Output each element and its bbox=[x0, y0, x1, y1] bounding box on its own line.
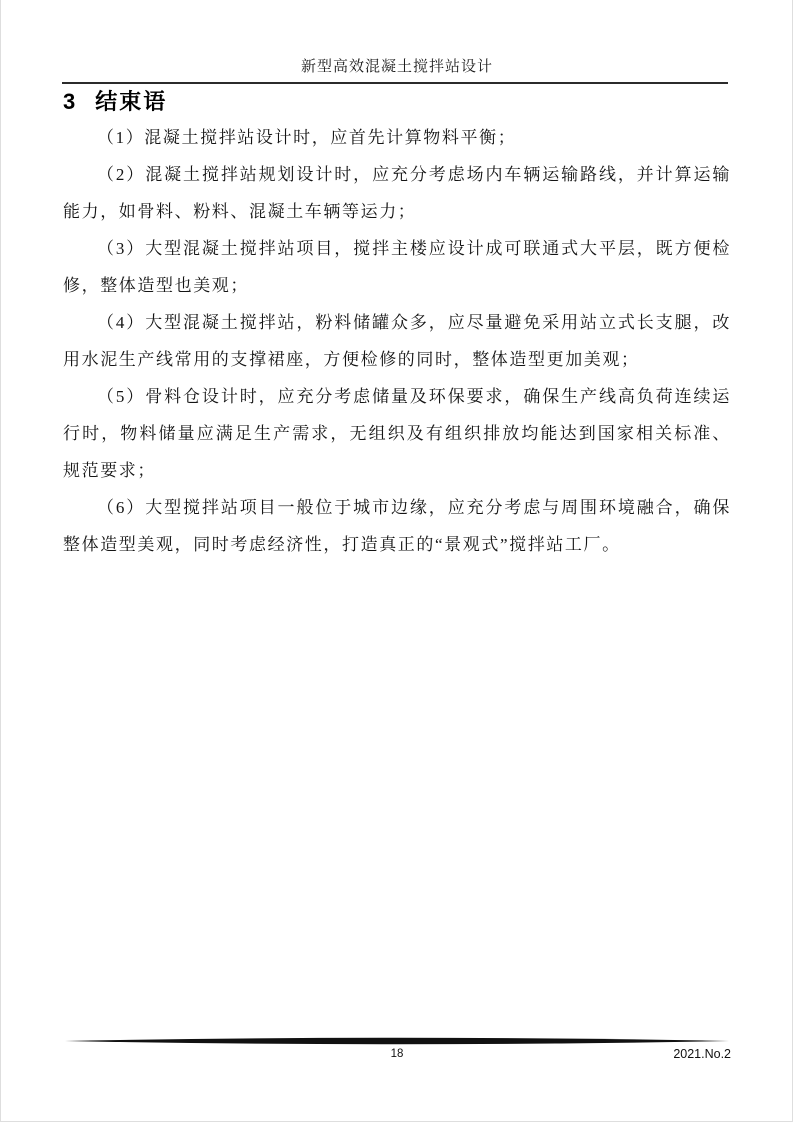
running-header-title: 新型高效混凝土搅拌站设计 bbox=[300, 59, 493, 75]
body-paragraph-1: （1）混凝土搅拌站设计时，应首先计算物料平衡； bbox=[97, 128, 517, 147]
body-paragraph-4: （4）大型混凝土搅拌站，粉料储罐众多，应尽量避免采用站立式长支腿，改用水泥生产线常用的支撑裙座，方便检修的同时，整体造型更加美观； bbox=[63, 313, 731, 369]
section-heading bbox=[63, 88, 731, 116]
header-rule bbox=[62, 82, 728, 84]
body-paragraph-5: （5）骨料仓设计时，应充分考虑储量及环保要求，确保生产线高负荷连续运行时，物料储量应满足生产需求，无组织及有组织排放均能达到国家相关标准、规范要求； bbox=[63, 387, 731, 480]
body-paragraph-3: （3）大型混凝土搅拌站项目，搅拌主楼应设计成可联通式大平层，既方便检修，整体造型也美观； bbox=[63, 239, 731, 295]
issue-number: 2021.No.2 bbox=[673, 1047, 731, 1061]
footer bbox=[63, 1046, 731, 1064]
section-title: 结束语 bbox=[95, 89, 168, 114]
footer-divider-lens bbox=[65, 1036, 729, 1046]
section-number: 3 bbox=[63, 89, 76, 114]
body-text-block bbox=[63, 119, 731, 563]
page-number: 18 bbox=[390, 1048, 404, 1060]
body-paragraph-2: （2）混凝土搅拌站规划设计时，应充分考虑场内车辆运输路线，并计算运输能力，如骨料、粉料、混凝土车辆等运力； bbox=[63, 165, 731, 221]
body-paragraph-6: （6）大型搅拌站项目一般位于城市边缘，应充分考虑与周围环境融合，确保整体造型美观，同时考虑经济性，打造真正的“景观式”搅拌站工厂。 bbox=[63, 498, 731, 554]
